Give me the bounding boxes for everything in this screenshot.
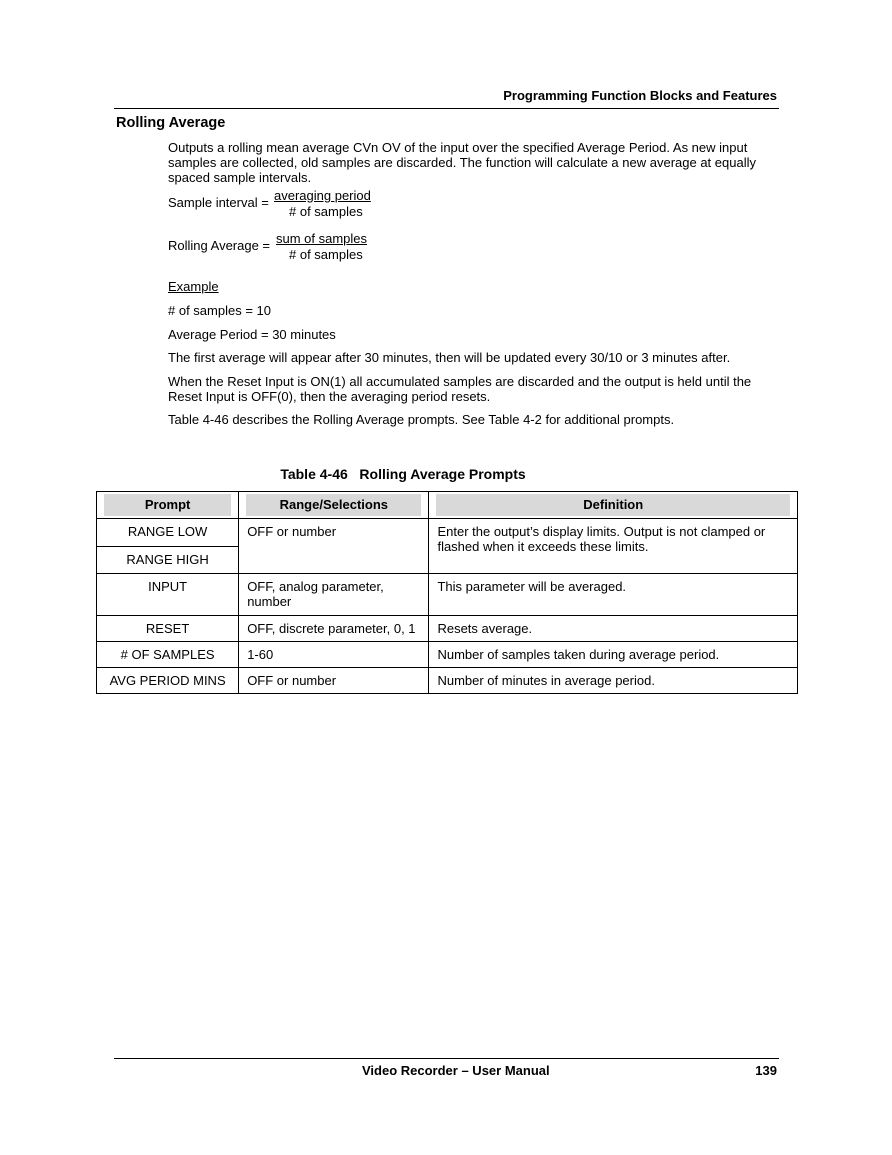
prompt-cell: RANGE HIGH bbox=[97, 547, 239, 574]
formula-lhs: Rolling Average = bbox=[168, 238, 271, 253]
range-cell: OFF, discrete parameter, 0, 1 bbox=[239, 616, 429, 642]
section-heading: Rolling Average bbox=[116, 115, 226, 131]
formula-numerator: averaging period bbox=[274, 188, 371, 203]
prompt-cell: INPUT bbox=[97, 574, 239, 616]
table-row bbox=[97, 616, 798, 642]
example-period: Average Period = 30 minutes bbox=[168, 327, 336, 342]
table-reference: Table 4-46 describes the Rolling Average prompts. See Table 4-2 for additional prompts. bbox=[168, 412, 675, 427]
definition-cell: This parameter will be averaged. bbox=[429, 574, 798, 616]
definition-cell: Number of minutes in average period. bbox=[429, 668, 798, 694]
intro-paragraph: Outputs a rolling mean average CVn OV of the input over the specified Average Period. As new input samples are collected, old samples are discarded. The function will calculate a new average at equally spaced sample intervals. bbox=[168, 140, 756, 185]
prompt-cell: RANGE LOW bbox=[97, 519, 239, 547]
table-caption: Table 4-46 Rolling Average Prompts bbox=[280, 466, 526, 482]
range-cell: OFF or number bbox=[239, 519, 429, 574]
example-samples: # of samples = 10 bbox=[168, 303, 271, 318]
formula-denominator: # of samples bbox=[289, 247, 363, 262]
range-cell: OFF or number bbox=[239, 668, 429, 694]
table-header-row bbox=[97, 492, 798, 519]
prompt-cell: # OF SAMPLES bbox=[97, 642, 239, 668]
formula-denominator: # of samples bbox=[289, 204, 363, 219]
prompts-table bbox=[96, 491, 798, 694]
definition-cell: Number of samples taken during average period. bbox=[429, 642, 798, 668]
table-row bbox=[97, 574, 798, 616]
table-row bbox=[97, 642, 798, 668]
page-number: 139 bbox=[755, 1063, 777, 1078]
footer-title: Video Recorder – User Manual bbox=[362, 1063, 550, 1078]
range-cell: 1-60 bbox=[239, 642, 429, 668]
column-header-definition: Definition bbox=[429, 492, 798, 519]
reset-paragraph: When the Reset Input is ON(1) all accumulated samples are discarded and the output is held until the Reset Input is OFF(0), then the averaging period resets. bbox=[168, 374, 752, 404]
range-cell: OFF, analog parameter, number bbox=[239, 574, 429, 616]
footer-rule bbox=[114, 1058, 779, 1059]
table-row bbox=[97, 519, 798, 547]
formula-lhs: Sample interval = bbox=[168, 195, 269, 210]
header-rule bbox=[114, 108, 779, 109]
prompt-cell: RESET bbox=[97, 616, 239, 642]
running-header: Programming Function Blocks and Features bbox=[503, 88, 777, 103]
table-row bbox=[97, 668, 798, 694]
column-header-range: Range/Selections bbox=[239, 492, 429, 519]
formula-numerator: sum of samples bbox=[276, 231, 368, 246]
example-label: Example bbox=[168, 279, 219, 294]
prompt-cell: AVG PERIOD MINS bbox=[97, 668, 239, 694]
definition-cell: Resets average. bbox=[429, 616, 798, 642]
definition-cell: Enter the output’s display limits. Output is not clamped or flashed when it exceeds these limits. bbox=[429, 519, 798, 574]
example-first-average: The first average will appear after 30 minutes, then will be updated every 30/10 or 3 minutes after. bbox=[168, 350, 731, 365]
column-header-prompt: Prompt bbox=[97, 492, 239, 519]
